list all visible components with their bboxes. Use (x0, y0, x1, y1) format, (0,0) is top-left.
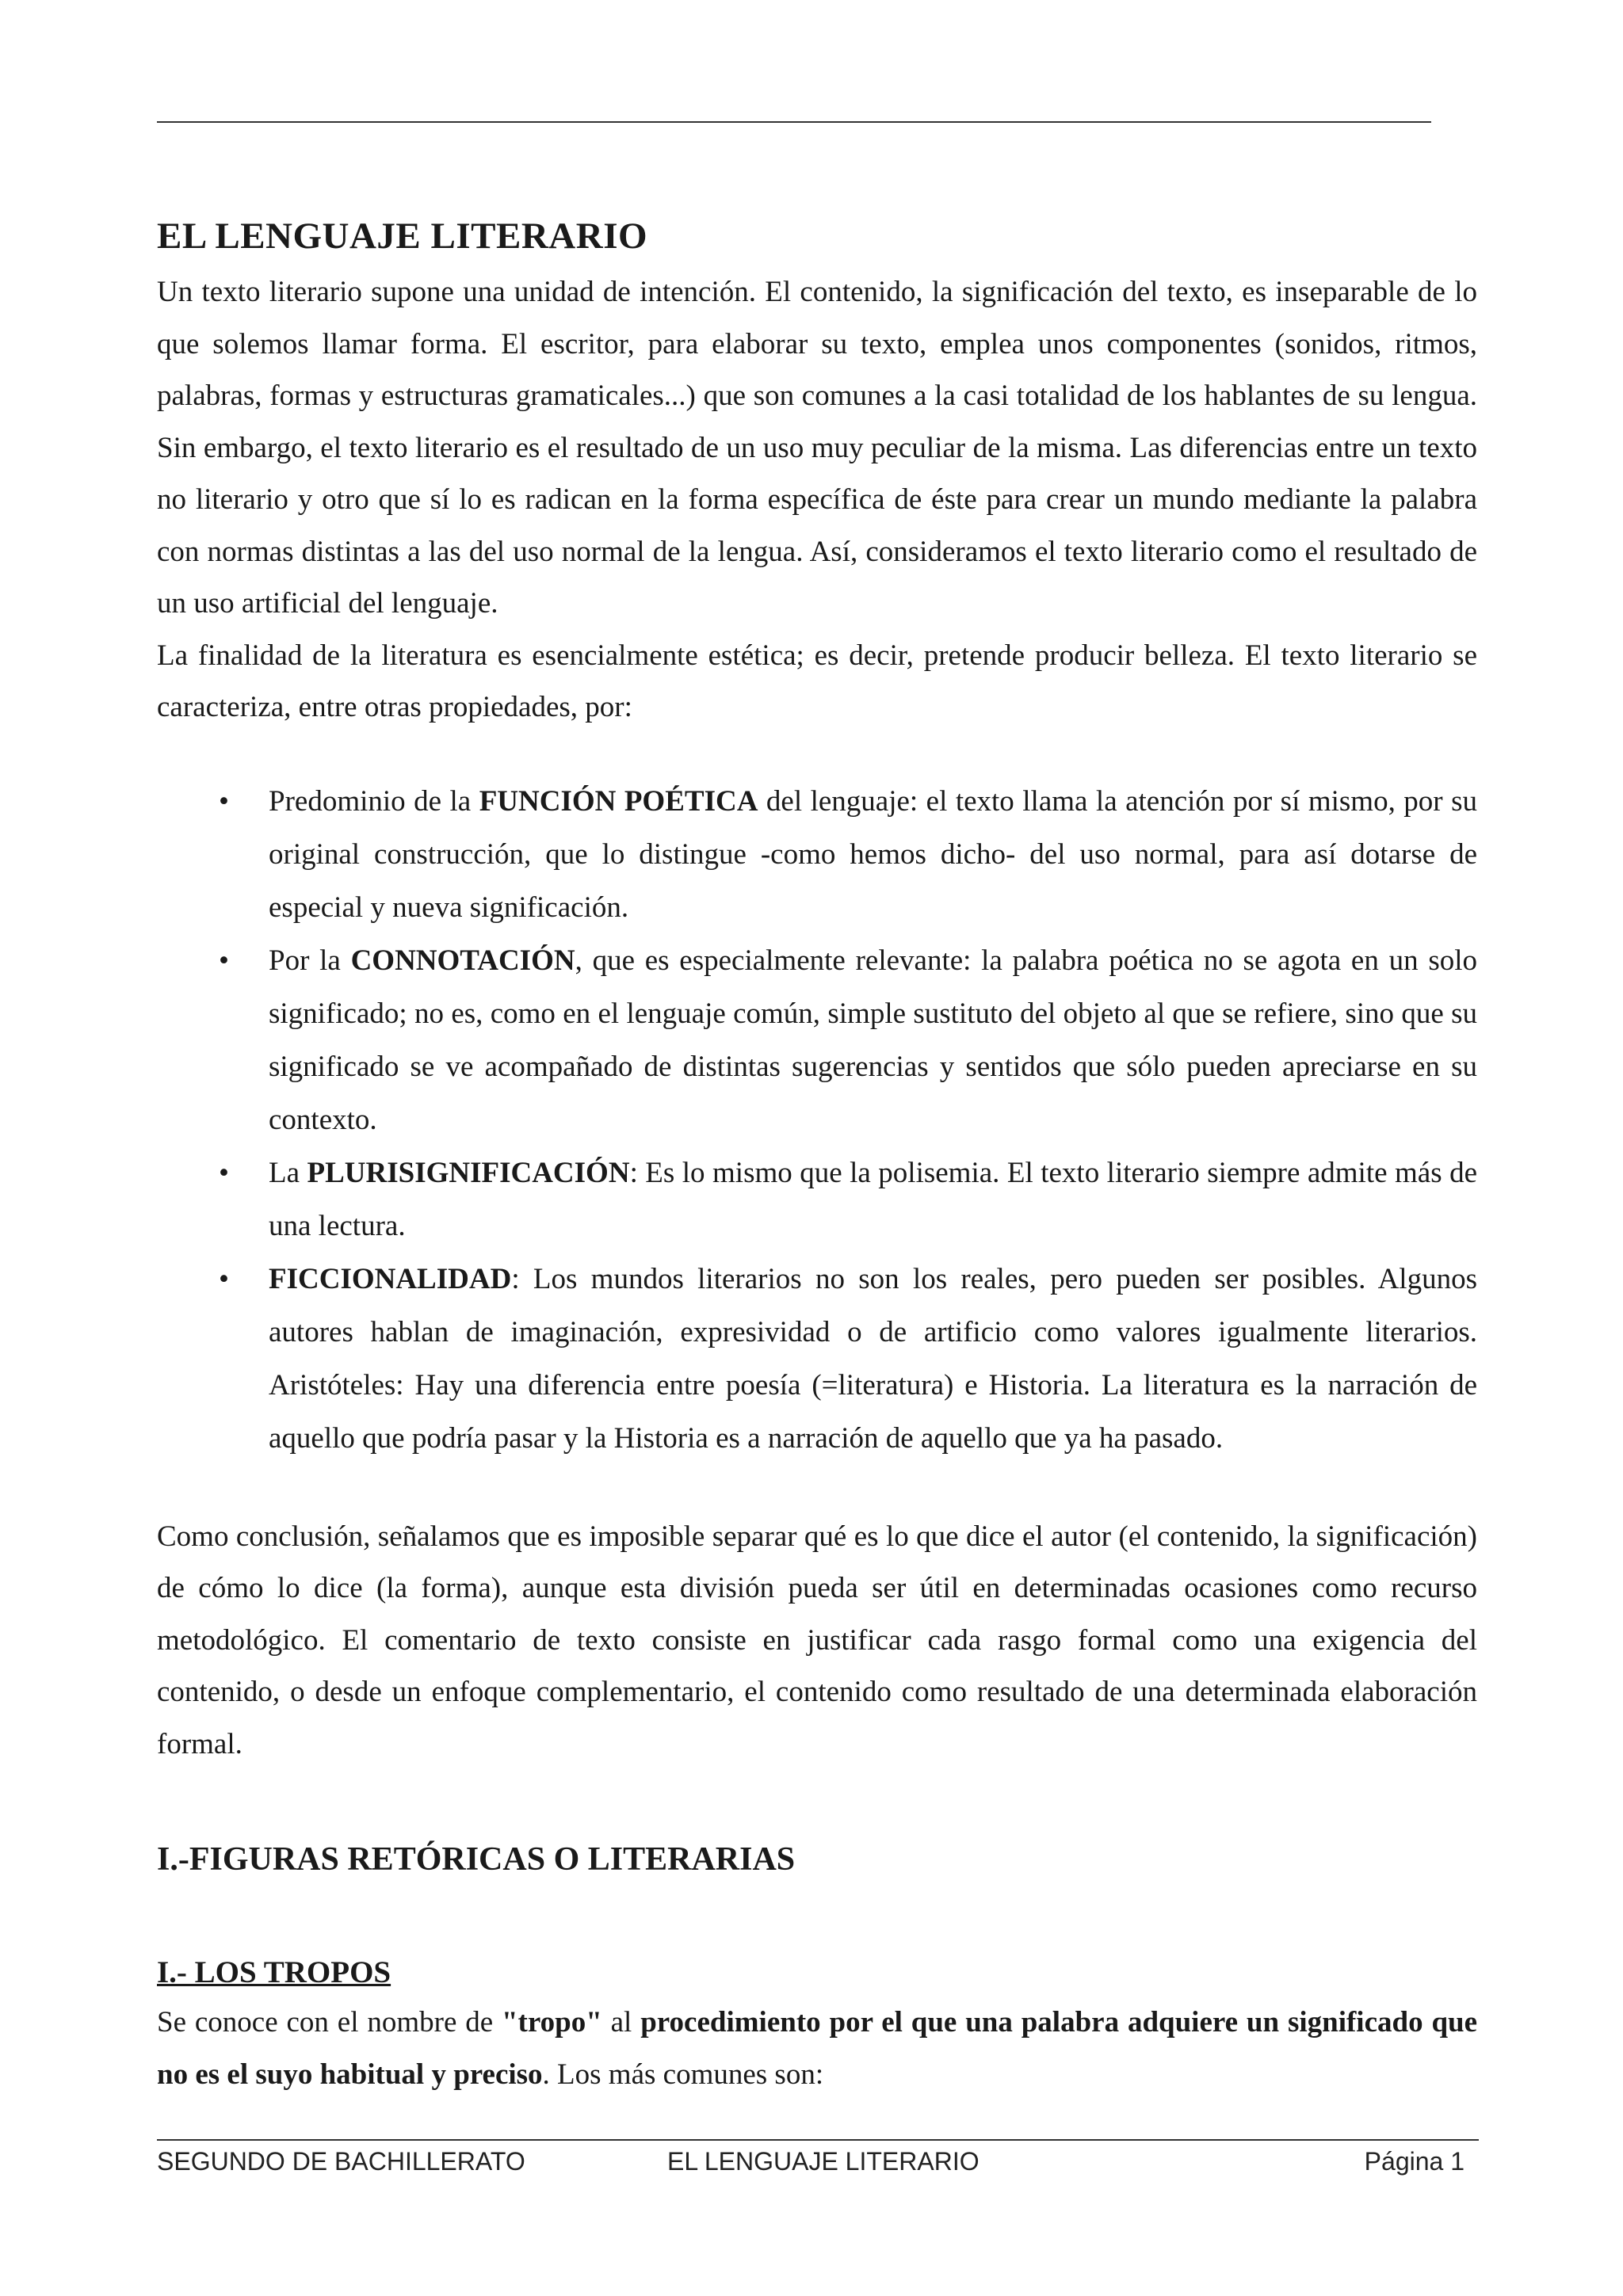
item-text-after: : Los mundos literarios no son los reales, pero pueden ser posibles. Algunos autores hablan de imaginación, expresividad o de artificio como valores igualmente literarios. Aristóteles: Hay una diferencia entre poesía (=literatura) e Historia. La literatura es la narración de aquello que podría pasar y la Historia es a narración de aquello que ya ha pasado. (269, 1262, 1477, 1455)
list-item (157, 934, 1477, 1146)
conclusion-paragraph: Como conclusión, señalamos que es imposible separar qué es lo que dice el autor (el contenido, la significación) de cómo lo dice (la forma), aunque esta división pueda ser útil en determinadas ocasiones como recurso metodológico. El comentario de texto consiste en justificar cada rasgo formal como una exigencia del contenido, o desde un enfoque complementario, el contenido como resultado de una determinada elaboración formal. (157, 1520, 1477, 1760)
item-term: PLURISIGNIFICACIÓN (307, 1156, 630, 1189)
page-title: EL LENGUAJE LITERARIO (157, 215, 648, 257)
tropo-text: . Los más comunes son: (542, 2058, 824, 2091)
tropo-text: Se conoce con el nombre de (157, 2005, 502, 2039)
intro-paragraph-2: La finalidad de la literatura es esencialmente estética; es decir, pretende producir belleza. El texto literario se caracteriza, entre otras propiedades, por: (157, 639, 1477, 724)
item-term: CONNOTACIÓN (350, 944, 575, 977)
bullet-icon: • (219, 1262, 229, 1295)
subsection-heading: I.- LOS TROPOS (157, 1955, 391, 1989)
properties-list (157, 775, 1477, 1465)
item-term: FICCIONALIDAD (269, 1262, 512, 1295)
list-item (157, 1146, 1477, 1253)
header-rule (157, 121, 1431, 123)
intro-paragraph: Un texto literario supone una unidad de intención. El contenido, la significación del texto, es inseparable de lo que solemos llamar forma. El escritor, para elaborar su texto, emplea unos componentes (sonidos, ritmos, palabras, formas y estructuras gramaticales...) que son comunes a la casi totalidad de los hablantes de su lengua. Sin embargo, el texto literario es el resultado de un uso muy peculiar de la misma. Las diferencias entre un texto no literario y otro que sí lo es radican en la forma específica de éste para crear un mundo mediante la palabra con normas distintas a las del uso normal de la lengua. Así, consideramos el texto literario como el resultado de un uso artificial del lenguaje. (157, 276, 1477, 620)
footer-course: SEGUNDO DE BACHILLERATO (157, 2147, 525, 2176)
document-body (157, 214, 1477, 2101)
footer-page-number: Página 1 (1364, 2147, 1465, 2176)
section-heading: I.-FIGURAS RETÓRICAS O LITERARIAS (157, 1841, 796, 1878)
item-text-before: Por la (269, 944, 351, 977)
item-text-after: , que es especialmente relevante: la palabra poética no se agota en un solo significado; no es, como en el lenguaje común, simple sustituto del objeto al que se refiere, sino que su significado se ve acompañado de distintas sugerencias y sentidos que sólo pueden apreciarse en su contexto. (269, 944, 1477, 1136)
bullet-icon: • (219, 784, 229, 818)
item-text-before: La (269, 1156, 307, 1189)
item-text-after: del lenguaje: el texto llama la atención por sí mismo, por su original construcción, que lo distingue -como hemos dicho- del uso normal, para así dotarse de especial y nueva significación. (269, 784, 1477, 924)
list-item (157, 1253, 1477, 1465)
bullet-icon: • (219, 944, 229, 977)
page-footer (157, 2147, 1465, 2185)
tropo-paragraph (157, 1997, 1477, 2101)
footer-doc-title: EL LENGUAJE LITERARIO (667, 2147, 980, 2176)
tropo-term: "tropo" (502, 2005, 602, 2039)
item-text-before: Predominio de la (269, 784, 479, 818)
tropo-text: al (601, 2005, 641, 2039)
footer-rule (157, 2139, 1479, 2141)
tropo-definition: procedimiento por el que una palabra adquiere un significado que no es el suyo habitual y preciso (157, 2005, 1478, 2091)
item-term: FUNCIÓN POÉTICA (479, 784, 758, 818)
list-item (157, 775, 1477, 934)
item-text-after: : Es lo mismo que la polisemia. El texto literario siempre admite más de una lectura. (269, 1156, 1477, 1242)
bullet-icon: • (219, 1156, 229, 1189)
